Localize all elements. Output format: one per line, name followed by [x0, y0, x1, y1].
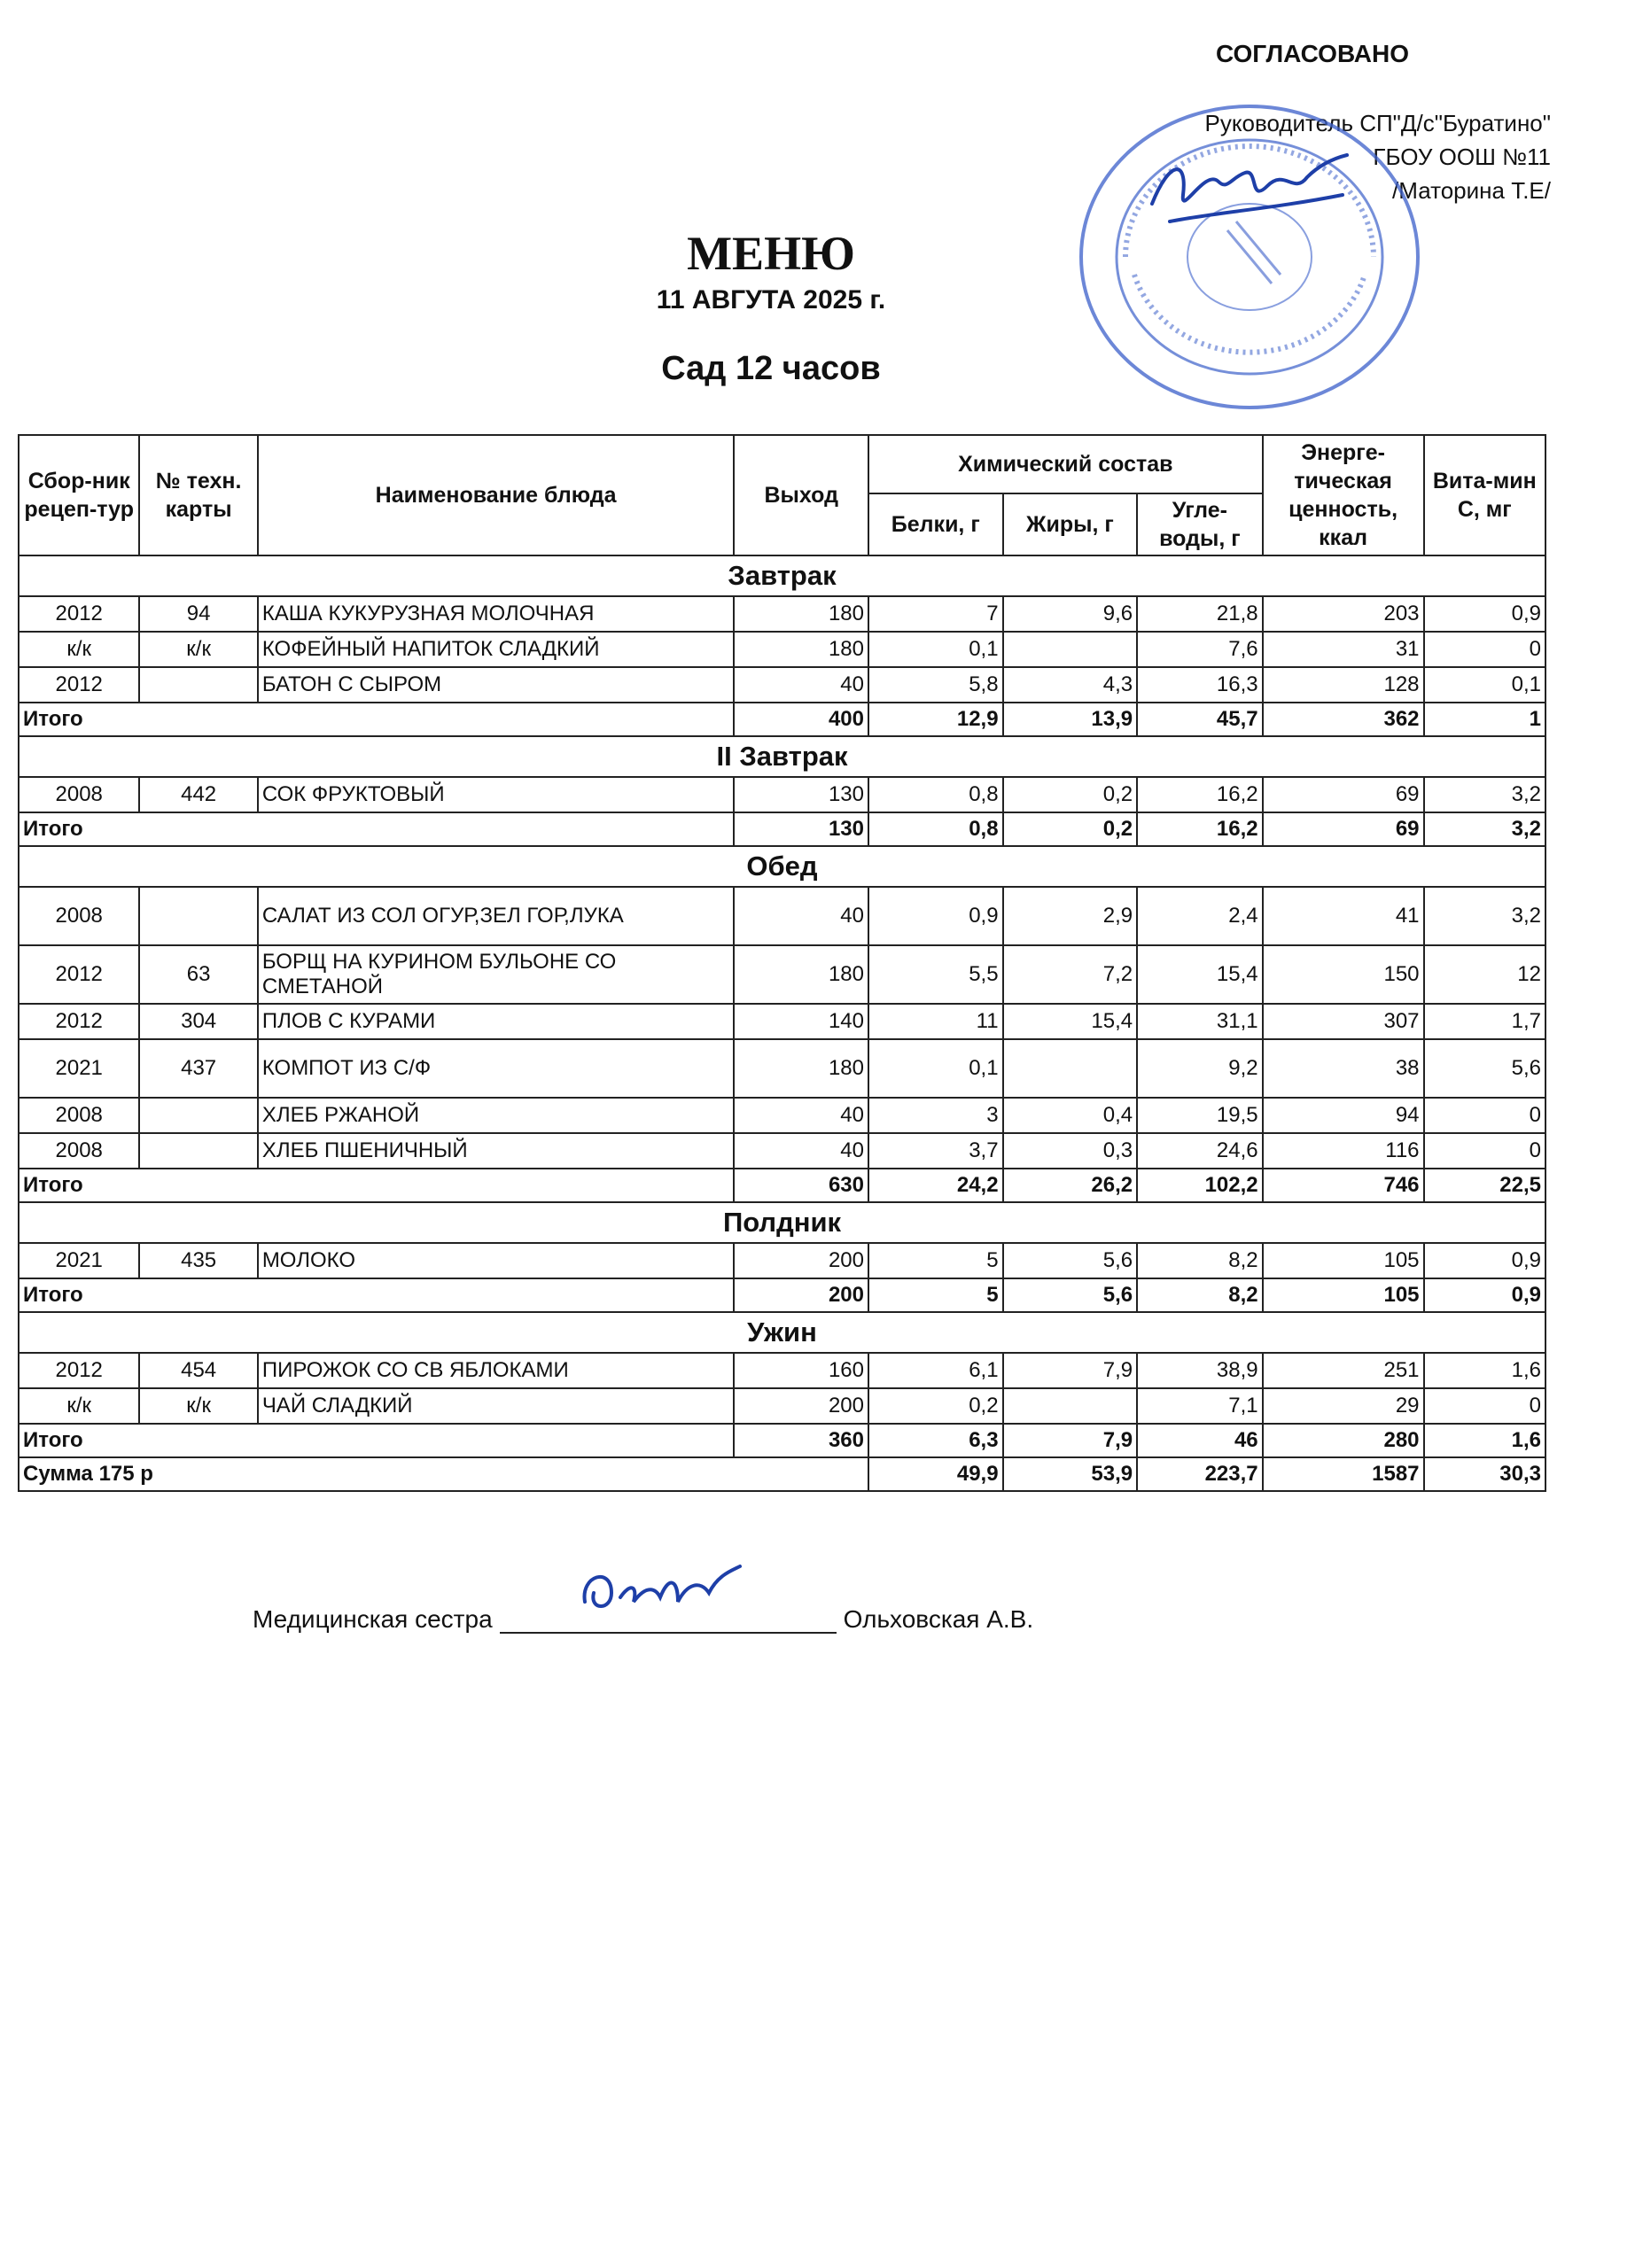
section-row — [19, 1202, 1545, 1243]
cell-dish-name: МОЛОКО — [258, 1243, 735, 1278]
cell-carbs: 8,2 — [1137, 1243, 1263, 1278]
table-row — [19, 1243, 1545, 1278]
cell-fat — [1003, 632, 1138, 667]
total-energy: 280 — [1263, 1424, 1424, 1457]
cell-protein: 11 — [868, 1004, 1003, 1039]
cell-protein: 3 — [868, 1098, 1003, 1133]
cell-carbs: 7,6 — [1137, 632, 1263, 667]
table-row — [19, 887, 1545, 945]
total-vitc: 0,9 — [1424, 1278, 1545, 1312]
cell-protein: 0,2 — [868, 1388, 1003, 1424]
cell-collection: 2021 — [19, 1243, 139, 1278]
cell-protein: 5,5 — [868, 945, 1003, 1004]
cell-energy: 116 — [1263, 1133, 1424, 1169]
total-row — [19, 1424, 1545, 1457]
approval-line-2: ГБОУ ООШ №11 — [1373, 144, 1551, 170]
cell-yield: 160 — [734, 1353, 868, 1388]
cell-yield: 180 — [734, 632, 868, 667]
cell-card — [139, 1098, 257, 1133]
total-fat: 7,9 — [1003, 1424, 1138, 1457]
cell-vitc: 0 — [1424, 1098, 1545, 1133]
cell-vitc: 0 — [1424, 1133, 1545, 1169]
total-energy: 69 — [1263, 812, 1424, 846]
cell-energy: 105 — [1263, 1243, 1424, 1278]
total-row — [19, 1169, 1545, 1202]
total-energy: 746 — [1263, 1169, 1424, 1202]
col-energy: Энерге-тическая ценность, ккал — [1263, 435, 1424, 555]
total-energy: 105 — [1263, 1278, 1424, 1312]
cell-dish-name: ХЛЕБ ПШЕНИЧНЫЙ — [258, 1133, 735, 1169]
cell-carbs: 9,2 — [1137, 1039, 1263, 1098]
table-row — [19, 777, 1545, 812]
sum-vitc: 30,3 — [1424, 1457, 1545, 1491]
document-date: 11 АВГУТА 2025 г. — [656, 285, 886, 315]
total-yield: 130 — [734, 812, 868, 846]
section-title: Ужин — [19, 1312, 1545, 1353]
cell-fat: 7,2 — [1003, 945, 1138, 1004]
cell-card: 94 — [139, 596, 257, 632]
cell-fat: 2,9 — [1003, 887, 1138, 945]
cell-vitc: 0 — [1424, 632, 1545, 667]
total-fat: 13,9 — [1003, 703, 1138, 736]
cell-carbs: 16,2 — [1137, 777, 1263, 812]
table-row — [19, 1039, 1545, 1098]
cell-collection: 2008 — [19, 1098, 139, 1133]
cell-vitc: 1,7 — [1424, 1004, 1545, 1039]
cell-energy: 128 — [1263, 667, 1424, 703]
cell-dish-name: СОК ФРУКТОВЫЙ — [258, 777, 735, 812]
cell-collection: к/к — [19, 632, 139, 667]
sum-carbs: 223,7 — [1137, 1457, 1263, 1491]
cell-yield: 140 — [734, 1004, 868, 1039]
cell-fat: 4,3 — [1003, 667, 1138, 703]
table-row — [19, 1133, 1545, 1169]
cell-protein: 0,1 — [868, 632, 1003, 667]
table-row — [19, 632, 1545, 667]
table-row — [19, 1353, 1545, 1388]
section-row — [19, 1312, 1545, 1353]
cell-carbs: 16,3 — [1137, 667, 1263, 703]
sum-energy: 1587 — [1263, 1457, 1424, 1491]
cell-collection: 2012 — [19, 1004, 139, 1039]
cell-card: к/к — [139, 632, 257, 667]
cell-collection: к/к — [19, 1388, 139, 1424]
approval-line-1: Руководитель СП"Д/с"Буратино" — [1204, 110, 1551, 136]
cell-yield: 180 — [734, 1039, 868, 1098]
section-row — [19, 736, 1545, 777]
approval-line-3: /Маторина Т.Е/ — [1392, 177, 1551, 204]
cell-collection: 2012 — [19, 945, 139, 1004]
cell-dish-name: КОФЕЙНЫЙ НАПИТОК СЛАДКИЙ — [258, 632, 735, 667]
cell-dish-name: БОРЩ НА КУРИНОМ БУЛЬОНЕ СО СМЕТАНОЙ — [258, 945, 735, 1004]
cell-vitc: 3,2 — [1424, 777, 1545, 812]
total-label: Итого — [19, 1169, 734, 1202]
cell-yield: 40 — [734, 887, 868, 945]
cell-card: 442 — [139, 777, 257, 812]
cell-collection: 2008 — [19, 1133, 139, 1169]
cell-collection: 2012 — [19, 667, 139, 703]
cell-carbs: 2,4 — [1137, 887, 1263, 945]
cell-yield: 180 — [734, 945, 868, 1004]
cell-collection: 2008 — [19, 887, 139, 945]
cell-fat: 15,4 — [1003, 1004, 1138, 1039]
cell-card: 454 — [139, 1353, 257, 1388]
cell-protein: 0,9 — [868, 887, 1003, 945]
total-yield: 200 — [734, 1278, 868, 1312]
total-protein: 6,3 — [868, 1424, 1003, 1457]
header-row — [19, 435, 1545, 493]
cell-card — [139, 887, 257, 945]
total-fat: 5,6 — [1003, 1278, 1138, 1312]
cell-energy: 38 — [1263, 1039, 1424, 1098]
cell-vitc: 0,9 — [1424, 596, 1545, 632]
cell-fat: 0,4 — [1003, 1098, 1138, 1133]
cell-card — [139, 667, 257, 703]
col-carbs: Угле-воды, г — [1137, 493, 1263, 555]
section-title: Полдник — [19, 1202, 1545, 1243]
cell-energy: 94 — [1263, 1098, 1424, 1133]
total-row — [19, 1278, 1545, 1312]
total-energy: 362 — [1263, 703, 1424, 736]
menu-table — [18, 434, 1546, 1492]
nurse-name: Ольховская А.В. — [843, 1605, 1034, 1633]
col-yield: Выход — [734, 435, 868, 555]
cell-collection: 2012 — [19, 1353, 139, 1388]
cell-energy: 203 — [1263, 596, 1424, 632]
total-protein: 0,8 — [868, 812, 1003, 846]
cell-energy: 29 — [1263, 1388, 1424, 1424]
col-card: № техн. карты — [139, 435, 257, 555]
cell-fat: 0,2 — [1003, 777, 1138, 812]
cell-vitc: 1,6 — [1424, 1353, 1545, 1388]
cell-collection: 2008 — [19, 777, 139, 812]
document-title: МЕНЮ — [687, 227, 855, 280]
cell-carbs: 21,8 — [1137, 596, 1263, 632]
col-chem: Химический состав — [868, 435, 1263, 493]
cell-yield: 200 — [734, 1243, 868, 1278]
section-row — [19, 846, 1545, 887]
cell-card: 435 — [139, 1243, 257, 1278]
cell-card: 63 — [139, 945, 257, 1004]
sum-row — [19, 1457, 1545, 1491]
total-yield: 630 — [734, 1169, 868, 1202]
total-row — [19, 703, 1545, 736]
cell-vitc: 3,2 — [1424, 887, 1545, 945]
total-vitc: 22,5 — [1424, 1169, 1545, 1202]
cell-protein: 3,7 — [868, 1133, 1003, 1169]
sum-label: Сумма 175 р — [19, 1457, 868, 1491]
table-row — [19, 1388, 1545, 1424]
cell-fat — [1003, 1388, 1138, 1424]
cell-fat: 7,9 — [1003, 1353, 1138, 1388]
cell-dish-name: КАША КУКУРУЗНАЯ МОЛОЧНАЯ — [258, 596, 735, 632]
cell-collection: 2021 — [19, 1039, 139, 1098]
total-label: Итого — [19, 1278, 734, 1312]
total-fat: 26,2 — [1003, 1169, 1138, 1202]
cell-dish-name: ХЛЕБ РЖАНОЙ — [258, 1098, 735, 1133]
col-protein: Белки, г — [868, 493, 1003, 555]
cell-protein: 0,8 — [868, 777, 1003, 812]
total-carbs: 46 — [1137, 1424, 1263, 1457]
director-signature-icon — [1143, 142, 1356, 239]
total-protein: 24,2 — [868, 1169, 1003, 1202]
cell-fat — [1003, 1039, 1138, 1098]
cell-fat: 9,6 — [1003, 596, 1138, 632]
cell-carbs: 15,4 — [1137, 945, 1263, 1004]
total-protein: 5 — [868, 1278, 1003, 1312]
cell-yield: 40 — [734, 1133, 868, 1169]
total-carbs: 8,2 — [1137, 1278, 1263, 1312]
cell-yield: 130 — [734, 777, 868, 812]
cell-vitc: 0,1 — [1424, 667, 1545, 703]
cell-carbs: 38,9 — [1137, 1353, 1263, 1388]
cell-card: к/к — [139, 1388, 257, 1424]
total-label: Итого — [19, 812, 734, 846]
col-fat: Жиры, г — [1003, 493, 1138, 555]
cell-dish-name: ЧАЙ СЛАДКИЙ — [258, 1388, 735, 1424]
cell-fat: 0,3 — [1003, 1133, 1138, 1169]
cell-vitc: 0,9 — [1424, 1243, 1545, 1278]
document-subtitle: Сад 12 часов — [661, 350, 881, 387]
cell-dish-name: ПЛОВ С КУРАМИ — [258, 1004, 735, 1039]
table-row — [19, 1004, 1545, 1039]
nurse-signature-icon — [576, 1557, 744, 1628]
cell-energy: 41 — [1263, 887, 1424, 945]
cell-energy: 69 — [1263, 777, 1424, 812]
sum-fat: 53,9 — [1003, 1457, 1138, 1491]
col-collection: Сбор-ник рецеп-тур — [19, 435, 139, 555]
cell-dish-name: ПИРОЖОК СО СВ ЯБЛОКАМИ — [258, 1353, 735, 1388]
cell-protein: 5,8 — [868, 667, 1003, 703]
section-title: Обед — [19, 846, 1545, 887]
section-title: II Завтрак — [19, 736, 1545, 777]
cell-card: 437 — [139, 1039, 257, 1098]
cell-yield: 200 — [734, 1388, 868, 1424]
cell-dish-name: КОМПОТ ИЗ С/Ф — [258, 1039, 735, 1098]
total-carbs: 16,2 — [1137, 812, 1263, 846]
total-row — [19, 812, 1545, 846]
total-yield: 360 — [734, 1424, 868, 1457]
table-row — [19, 1098, 1545, 1133]
cell-card: 304 — [139, 1004, 257, 1039]
cell-protein: 6,1 — [868, 1353, 1003, 1388]
cell-carbs: 7,1 — [1137, 1388, 1263, 1424]
cell-protein: 5 — [868, 1243, 1003, 1278]
total-label: Итого — [19, 703, 734, 736]
cell-fat: 5,6 — [1003, 1243, 1138, 1278]
table-row — [19, 596, 1545, 632]
cell-energy: 251 — [1263, 1353, 1424, 1388]
cell-protein: 0,1 — [868, 1039, 1003, 1098]
cell-energy: 150 — [1263, 945, 1424, 1004]
cell-carbs: 24,6 — [1137, 1133, 1263, 1169]
cell-carbs: 19,5 — [1137, 1098, 1263, 1133]
cell-energy: 307 — [1263, 1004, 1424, 1039]
cell-yield: 40 — [734, 1098, 868, 1133]
cell-vitc: 5,6 — [1424, 1039, 1545, 1098]
total-vitc: 1 — [1424, 703, 1545, 736]
cell-dish-name: САЛАТ ИЗ СОЛ ОГУР,ЗЕЛ ГОР,ЛУКА — [258, 887, 735, 945]
sum-protein: 49,9 — [868, 1457, 1003, 1491]
total-carbs: 102,2 — [1137, 1169, 1263, 1202]
table-row — [19, 945, 1545, 1004]
cell-carbs: 31,1 — [1137, 1004, 1263, 1039]
nurse-label: Медицинская сестра — [253, 1605, 493, 1633]
total-carbs: 45,7 — [1137, 703, 1263, 736]
col-name: Наименование блюда — [258, 435, 735, 555]
cell-yield: 40 — [734, 667, 868, 703]
cell-vitc: 12 — [1424, 945, 1545, 1004]
approval-heading: СОГЛАСОВАНО — [1216, 40, 1409, 67]
menu-body — [19, 555, 1545, 1491]
col-vitc: Вита-мин С, мг — [1424, 435, 1545, 555]
cell-card — [139, 1133, 257, 1169]
table-row — [19, 667, 1545, 703]
section-row — [19, 555, 1545, 596]
total-fat: 0,2 — [1003, 812, 1138, 846]
total-label: Итого — [19, 1424, 734, 1457]
total-vitc: 3,2 — [1424, 812, 1545, 846]
cell-protein: 7 — [868, 596, 1003, 632]
cell-energy: 31 — [1263, 632, 1424, 667]
total-vitc: 1,6 — [1424, 1424, 1545, 1457]
section-title: Завтрак — [19, 555, 1545, 596]
cell-vitc: 0 — [1424, 1388, 1545, 1424]
total-protein: 12,9 — [868, 703, 1003, 736]
total-yield: 400 — [734, 703, 868, 736]
cell-yield: 180 — [734, 596, 868, 632]
cell-collection: 2012 — [19, 596, 139, 632]
cell-dish-name: БАТОН С СЫРОМ — [258, 667, 735, 703]
